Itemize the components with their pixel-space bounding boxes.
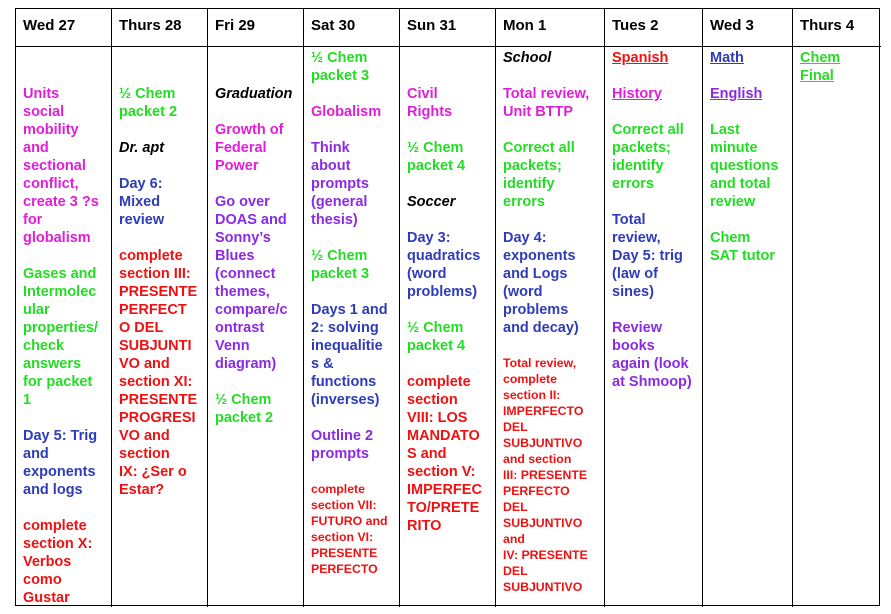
- day-cell: [496, 47, 605, 607]
- task-item: Outline 2 prompts: [311, 428, 374, 462]
- day-header: Tues 2: [605, 9, 703, 47]
- task-item: complete section VIII: LOS MANDATO S and section V: IMPERFEC TO/PRETE RITO: [407, 374, 482, 534]
- task-item: Chem SAT tutor: [710, 230, 775, 264]
- task-item: Soccer: [407, 194, 456, 210]
- task-item: Gases and Intermolec ular properties/ check answers for packet 1: [23, 266, 98, 408]
- task-item: Growth of Federal Power: [215, 122, 284, 174]
- day-cell: [605, 47, 703, 607]
- task-item: ½ Chem packet 4: [407, 140, 466, 174]
- day-cell: [304, 47, 400, 607]
- day-header: Fri 29: [208, 9, 304, 47]
- schedule-table: [15, 8, 880, 606]
- day-cell: [400, 47, 496, 607]
- day-header: Thurs 4: [793, 9, 881, 47]
- day-header: Mon 1: [496, 9, 605, 47]
- task-item: Math: [710, 50, 744, 66]
- task-item: History: [612, 86, 662, 102]
- day-cell: [112, 47, 208, 607]
- task-item: Day 6: Mixed review: [119, 176, 165, 228]
- day-header: Wed 3: [703, 9, 793, 47]
- task-item: Total review, Day 5: trig (law of sines): [612, 212, 683, 300]
- day-header: Sun 31: [400, 9, 496, 47]
- task-item: ½ Chem packet 2: [215, 392, 274, 426]
- task-item: [119, 49, 201, 67]
- task-item: ½ Chem packet 3: [311, 50, 370, 84]
- task-item: School: [503, 50, 552, 66]
- task-item: ½ Chem packet 2: [119, 86, 178, 120]
- day-header: Sat 30: [304, 9, 400, 47]
- day-cell: [16, 47, 112, 607]
- task-item: Graduation: [215, 86, 293, 102]
- task-item: Total review, complete section II: IMPERFECTO DEL SUBJUNTIVO and section III: PRESENTE PERFECTO DEL SUBJUNTIVO and IV: PRESENTE DEL SUBJUNTIVO: [503, 356, 588, 594]
- task-item: Chem Final: [800, 50, 841, 84]
- task-item: Dr. apt: [119, 140, 165, 156]
- task-item: Day 5: Trig and exponents and logs: [23, 428, 98, 498]
- task-item: ½ Chem packet 3: [311, 248, 370, 282]
- task-item: Globalism: [311, 104, 382, 120]
- task-item: Day 3: quadratics (word problems): [407, 230, 481, 300]
- task-item: [23, 49, 105, 67]
- task-item: complete section III: PRESENTE PERFECT O DEL SUBJUNTI VO and section XI: PRESENTE PROGRESI VO and section IX: ¿Ser o Estar?: [119, 248, 198, 498]
- task-item: complete section VII: FUTURO and section VI: PRESENTE PERFECTO: [311, 482, 388, 576]
- task-item: Day 4: exponents and Logs (word problems and decay): [503, 230, 579, 336]
- task-item: Units social mobility and sectional conflict, create 3 ?s for globalism: [23, 86, 99, 246]
- task-item: Spanish: [612, 50, 669, 66]
- task-item: Review books again (look at Shmoop): [612, 320, 692, 390]
- task-item: [407, 49, 489, 67]
- task-item: Days 1 and 2: solving inequalitie s & functions (inverses): [311, 302, 388, 408]
- day-header: Thurs 28: [112, 9, 208, 47]
- day-cell: [793, 47, 881, 607]
- task-item: English: [710, 86, 763, 102]
- task-item: Last minute questions and total review: [710, 122, 779, 210]
- task-item: complete section X: Verbos como Gustar: [23, 518, 93, 606]
- task-item: [215, 49, 297, 67]
- task-item: Civil Rights: [407, 86, 453, 120]
- task-item: Correct all packets; identify errors: [503, 140, 575, 210]
- day-cell: [208, 47, 304, 607]
- task-item: ½ Chem packet 4: [407, 320, 466, 354]
- task-item: Go over DOAS and Sonny’s Blues (connect themes, compare/c ontrast Venn diagram): [215, 194, 288, 372]
- task-item: Total review, Unit BTTP: [503, 86, 590, 120]
- day-header: Wed 27: [16, 9, 112, 47]
- day-cell: [703, 47, 793, 607]
- task-item: Correct all packets; identify errors: [612, 122, 684, 192]
- task-item: Think about prompts (general thesis): [311, 140, 369, 228]
